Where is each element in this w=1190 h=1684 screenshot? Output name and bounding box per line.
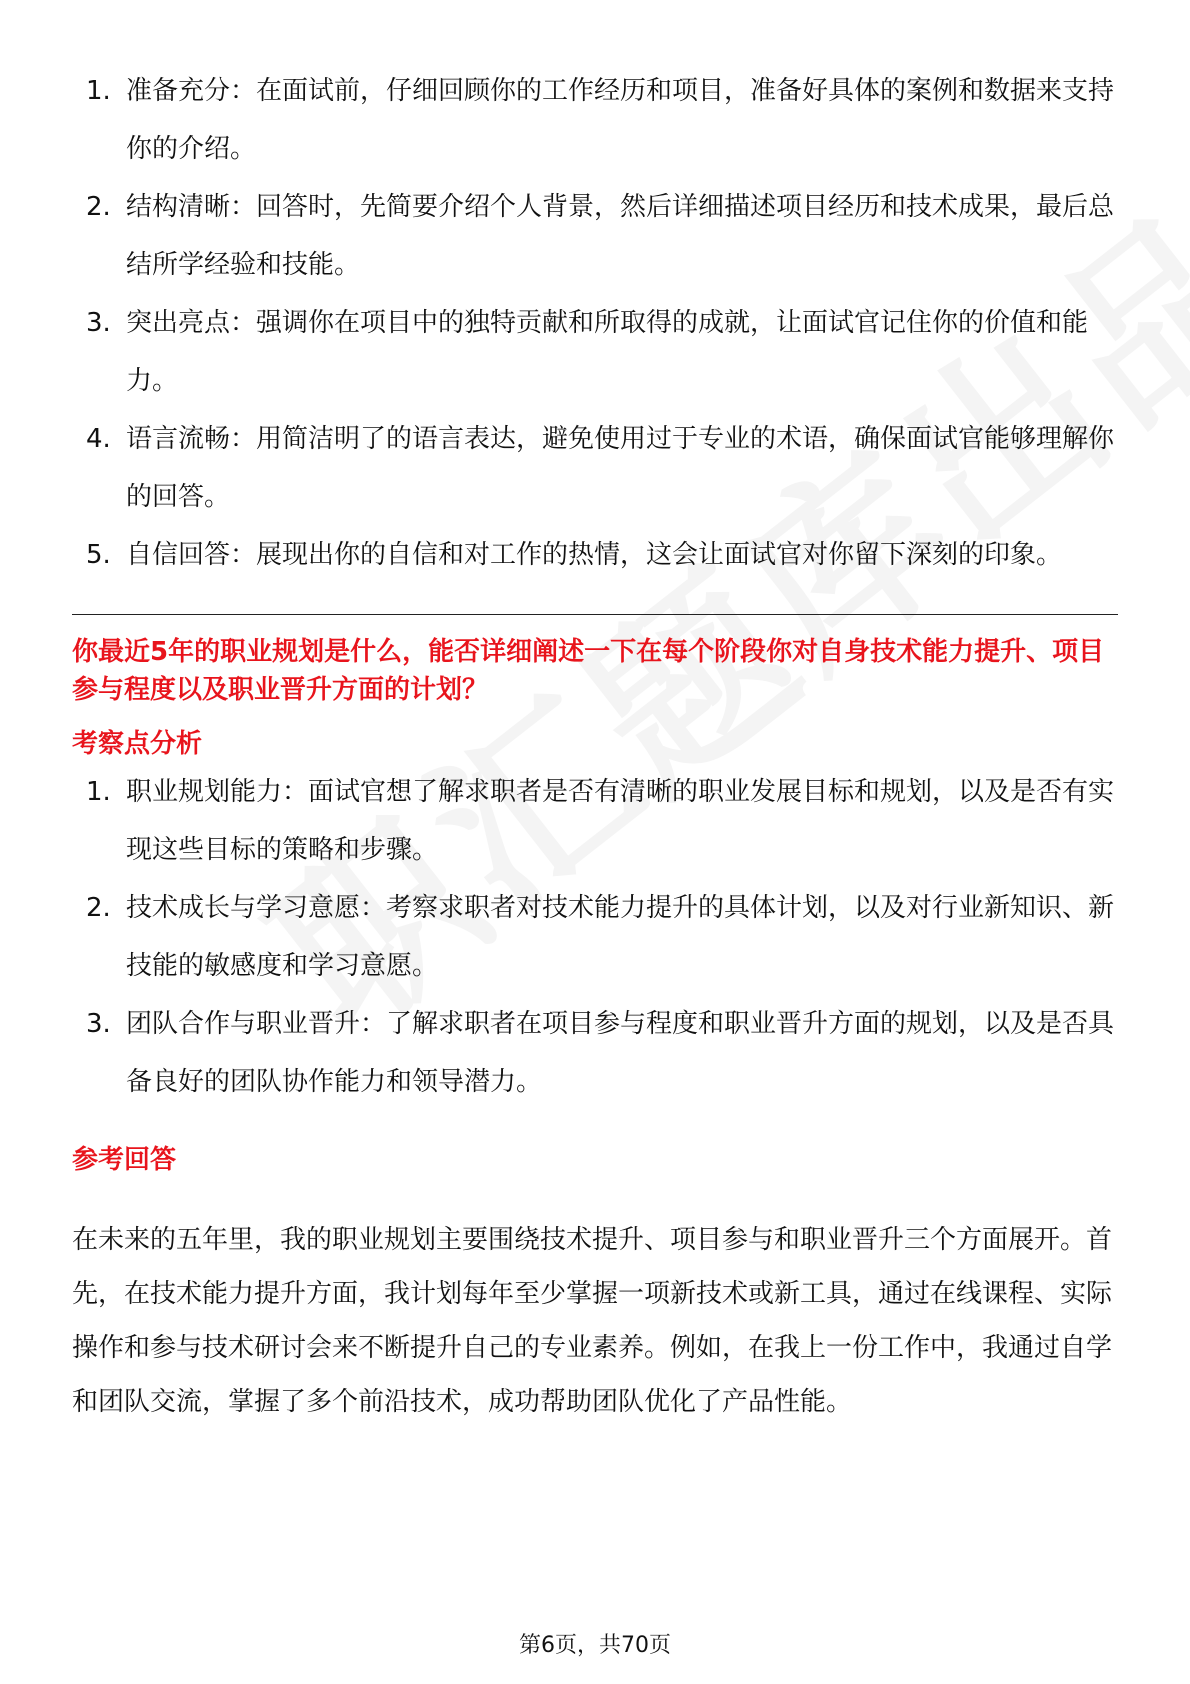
list-number: 1. <box>86 76 111 106</box>
list-number: 4. <box>86 424 111 454</box>
list-number: 3. <box>86 308 111 338</box>
list-text: 结构清晰：回答时，先简要介绍个人背景，然后详细描述项目经历和技术成果，最后总结所学经验和技能。 <box>126 192 1115 280</box>
tips-list <box>72 62 1118 584</box>
list-text: 语言流畅：用简洁明了的语言表达，避免使用过于专业的术语，确保面试官能够理解你的回答。 <box>126 424 1115 512</box>
interview-question: 你最近5年的职业规划是什么，能否详细阐述一下在每个阶段你对自身技术能力提升、项目参与程度以及职业晋升方面的计划？ <box>72 637 1105 705</box>
list-number: 5. <box>86 540 111 570</box>
list-item <box>72 763 1118 879</box>
list-text: 团队合作与职业晋升：了解求职者在项目参与程度和职业晋升方面的规划，以及是否具备良好的团队协作能力和领导潜力。 <box>126 1009 1115 1097</box>
analysis-heading: 考察点分析 <box>72 729 203 759</box>
page-footer: 第6页，共70页 <box>519 1633 671 1658</box>
list-text: 准备充分：在面试前，仔细回顾你的工作经历和项目，准备好具体的案例和数据来支持你的介绍。 <box>126 76 1115 164</box>
list-item <box>72 410 1118 526</box>
list-number: 2. <box>86 893 111 923</box>
list-item <box>72 294 1118 410</box>
list-number: 3. <box>86 1009 111 1039</box>
analysis-list <box>72 763 1118 1111</box>
list-item <box>72 995 1118 1111</box>
list-item <box>72 178 1118 294</box>
page-content <box>72 62 1118 1429</box>
list-text: 技术成长与学习意愿：考察求职者对技术能力提升的具体计划，以及对行业新知识、新技能的敏感度和学习意愿。 <box>126 893 1115 981</box>
list-text: 自信回答：展现出你的自信和对工作的热情，这会让面试官对你留下深刻的印象。 <box>126 540 1063 570</box>
reference-heading: 参考回答 <box>72 1145 177 1175</box>
list-number: 1. <box>86 777 111 807</box>
list-number: 2. <box>86 192 111 222</box>
list-text: 突出亮点：强调你在项目中的独特贡献和所取得的成就，让面试官记住你的价值和能力。 <box>126 308 1089 396</box>
list-item <box>72 879 1118 995</box>
section-divider <box>72 614 1118 615</box>
list-item <box>72 62 1118 178</box>
list-text: 职业规划能力：面试官想了解求职者是否有清晰的职业发展目标和规划，以及是否有实现这些目标的策略和步骤。 <box>126 777 1115 865</box>
list-item <box>72 526 1118 584</box>
reference-answer: 在未来的五年里，我的职业规划主要围绕技术提升、项目参与和职业晋升三个方面展开。首先，在技术能力提升方面，我计划每年至少掌握一项新技术或新工具，通过在线课程、实际操作和参与技术研讨会来不断提升自己的专业素养。例如，在我上一份工作中，我通过自学和团队交流，掌握了多个前沿技术，成功帮助团队优化了产品性能。 <box>72 1225 1113 1417</box>
